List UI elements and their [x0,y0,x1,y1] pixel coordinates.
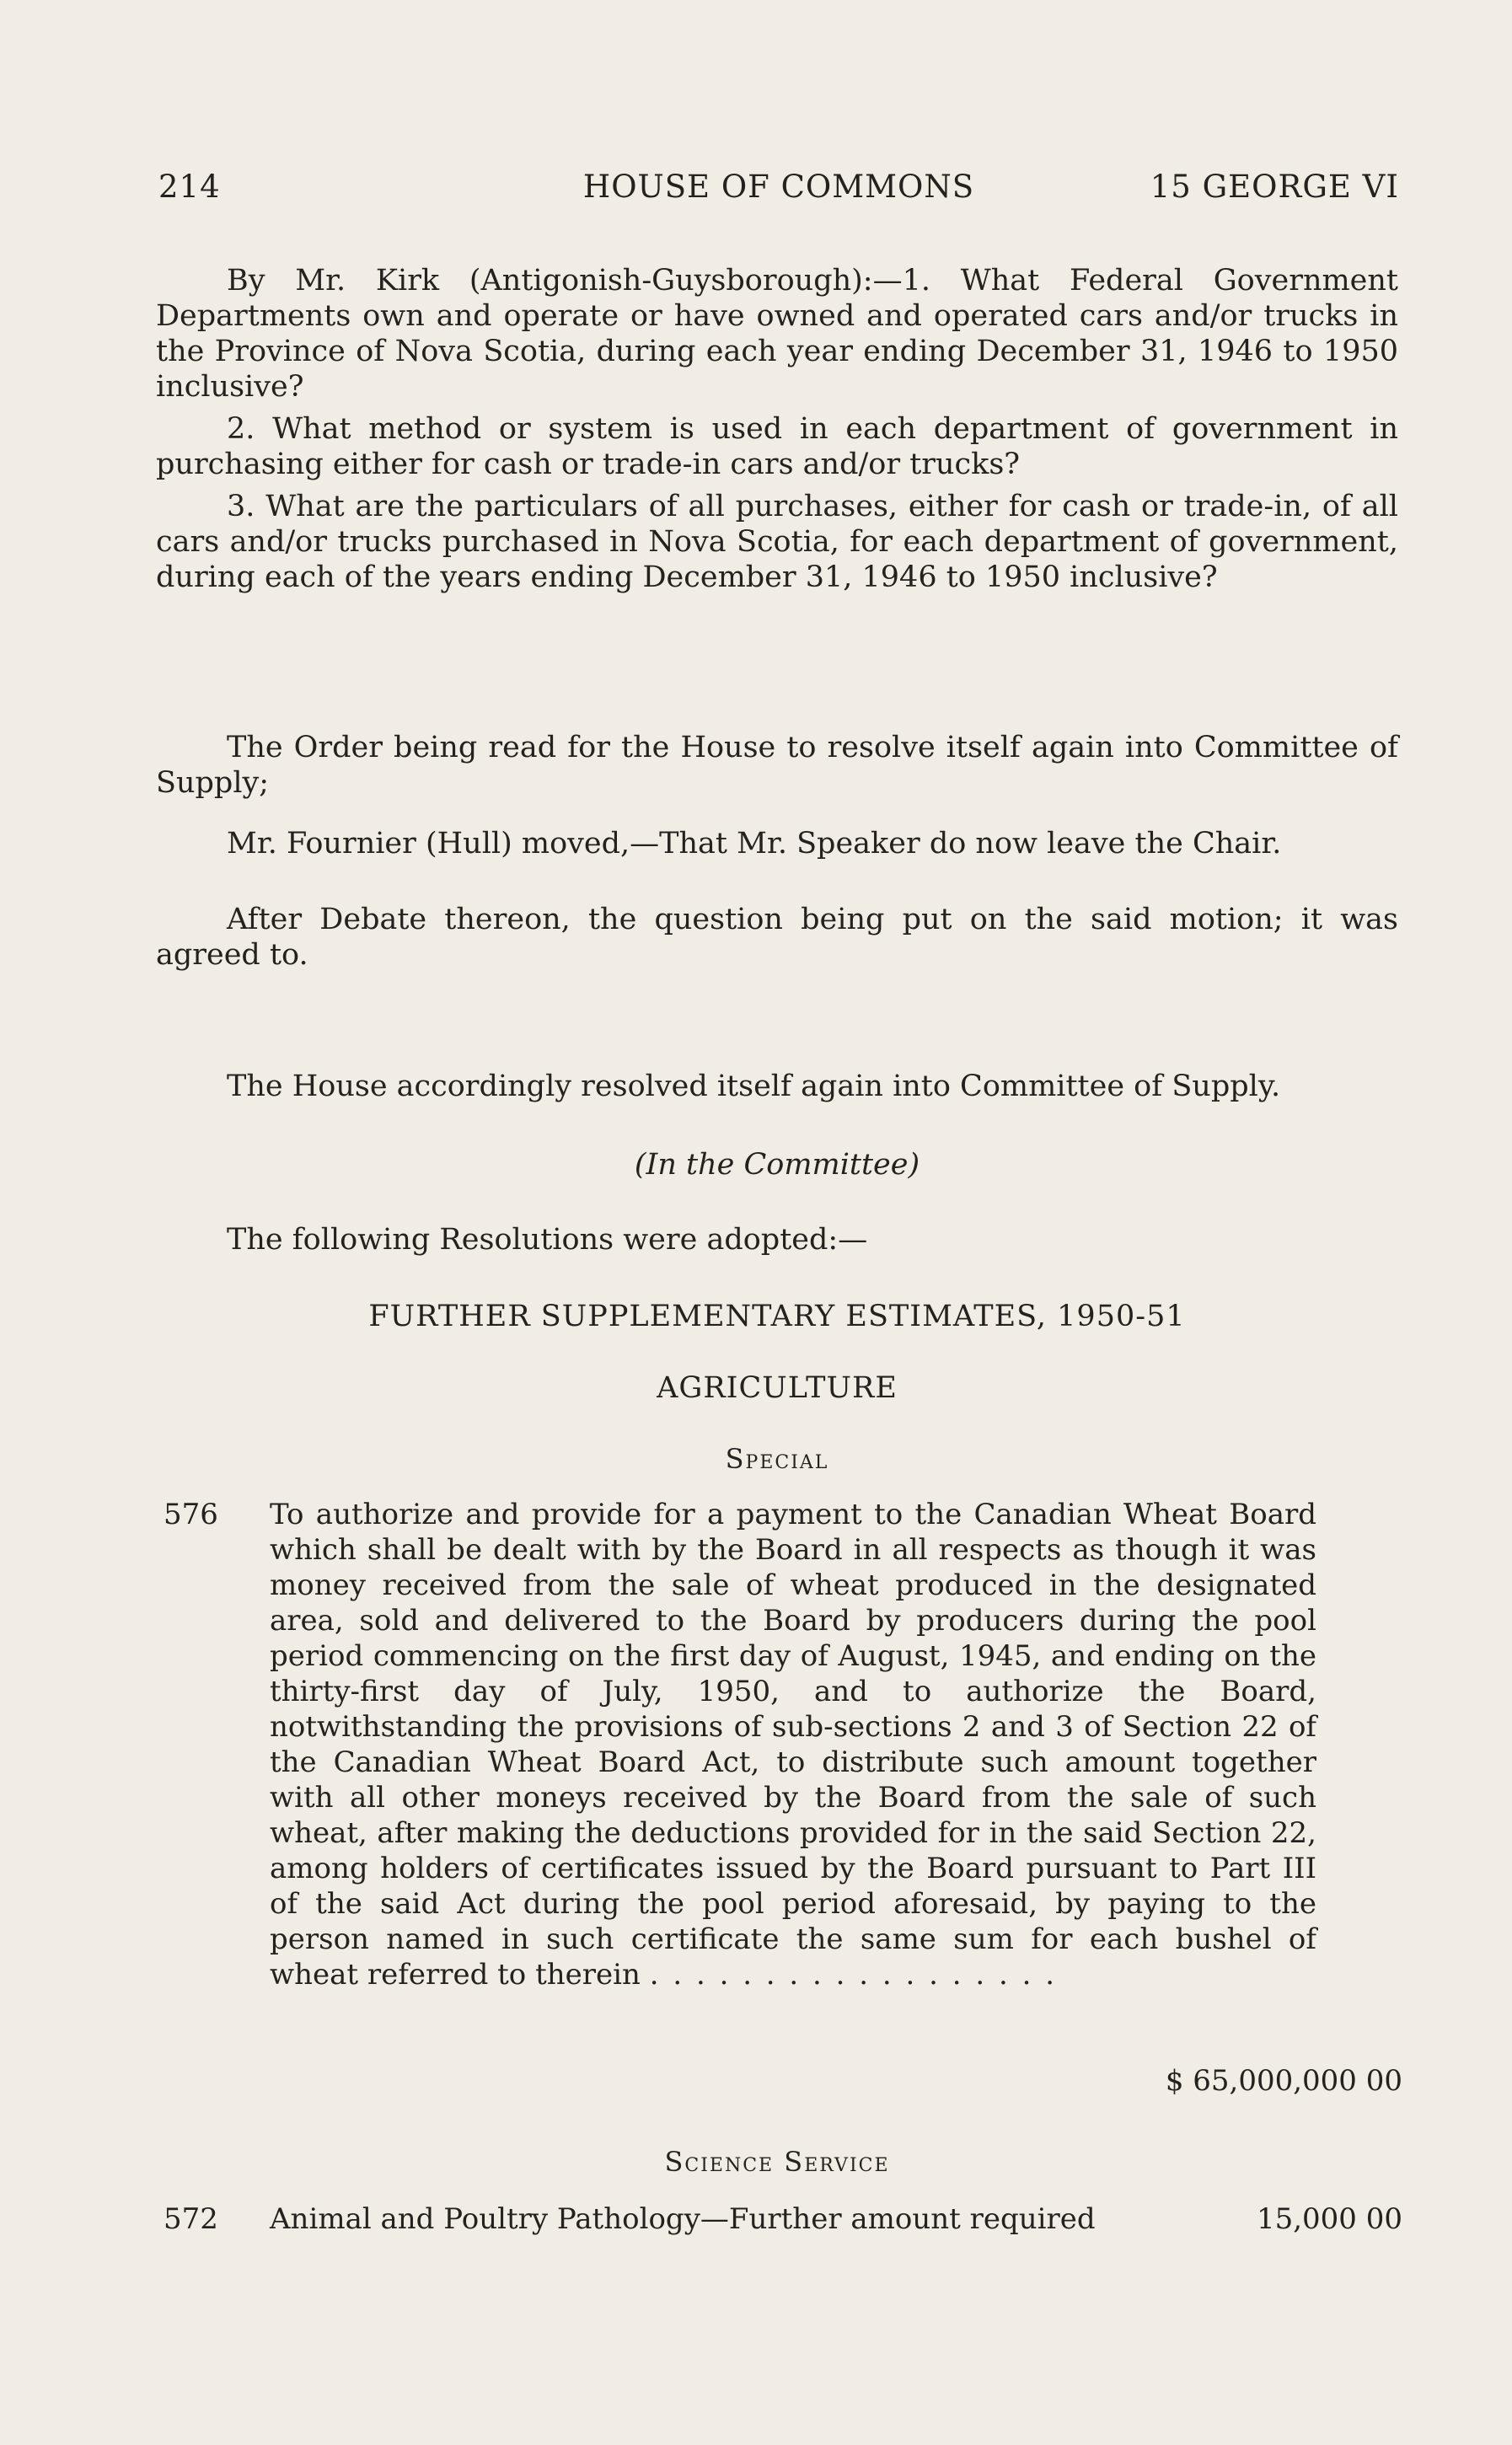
resolutions-intro [156,1222,1398,1257]
debate [156,902,1398,973]
vote-number: 572 [164,2202,218,2236]
estimates-title: FURTHER SUPPLEMENTARY ESTIMATES, 1950-51 [368,1300,1186,1333]
running-title: HOUSE OF COMMONS [582,169,975,205]
vote-number: 576 [164,1498,218,1531]
question-2: 2. What method or system is used in each department of government in purchasing either for cash or trade-in cars and/or trucks? [156,412,1398,481]
motion-text: Mr. Fournier (Hull) moved,—That Mr. Speaker do now leave the Chair. [227,827,1282,861]
question-block [156,263,1398,595]
vote-amount: $ 65,000,000 00 [1165,2064,1402,2098]
order-of-the-day [156,730,1398,801]
section-heading-science-service: Science Service [664,2146,890,2178]
motion [156,826,1398,861]
estimate-item-576 [164,1497,1402,2104]
estimate-item-572 [164,2201,1402,2244]
page-header [158,169,1399,216]
resolved-text: The House accordingly resolved itself again into Committee of Supply. [227,1070,1281,1103]
debate-text: After Debate thereon, the question being put on the said motion; it was agreed to. [156,903,1398,972]
committee-resolution [156,1069,1398,1104]
dot-leader: . . . . . . . . . . . . . . . . . . [649,1958,1058,1992]
regnal-year: 15 GEORGE VI [1150,169,1399,205]
in-committee: (In the Committee) [634,1148,920,1182]
order-text: The Order being read for the House to resolve itself again into Committee of Supply; [156,731,1398,800]
question-1: By Mr. Kirk (Antigonish-Guysborough):—1. What Federal Government Departments own and operate or have owned and operated cars and/or trucks in the Province of Nova Scotia, during each year ending December 31, 1946 to 1950 inclusive? [156,264,1398,404]
page-number: 214 [158,169,221,205]
section-heading-special: Special [725,1443,829,1475]
question-3: 3. What are the particulars of all purchases, either for cash or trade-in, of all cars and/or trucks purchased in Nova Scotia, for each department of government, during each of the years ending December 31, 1946 to 1950 inclusive? [156,490,1398,594]
vote-description [270,1497,1316,1992]
vote-amount: 15,000 00 [1256,2202,1402,2236]
vote-text: To authorize and provide for a payment to the Canadian Wheat Board which shall be dealt with by the Board in all respects as though it was money received from the sale of wheat produced in the designated area, sold and delivered to the Board by producers during the pool period commencing on the first day of August, 1945, and ending on the thirty-first day of July, 1950, and to authorize the Board, notwithstanding the provisions of sub-sections 2 and 3 of Section 22 of the Canadian Wheat Board Act, to distribute such amount together with all other moneys received by the Board from the sale of such wheat, after making the deductions provided for in the said Section 22, among holders of certificates issued by the Board pursuant to Part III of the said Act during the pool period aforesaid, by paying to the person named in such certificate the same sum for each bushel of wheat referred to therein [270,1498,1316,1992]
resolutions-text: The following Resolutions were adopted:— [227,1223,868,1257]
department-heading: AGRICULTURE [657,1371,898,1405]
vote-description: Animal and Poultry Pathology—Further amount required [270,2202,1096,2236]
